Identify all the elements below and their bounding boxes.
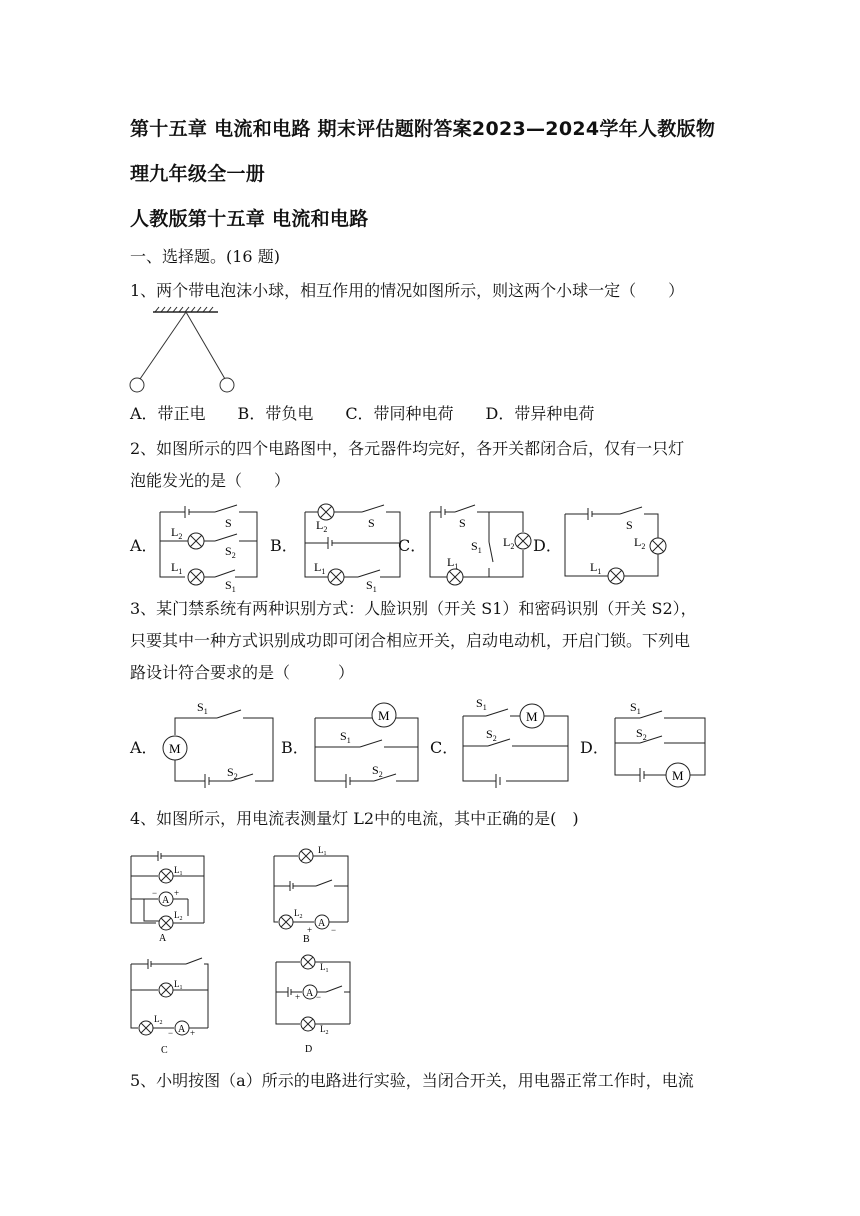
svg-text:+: + — [174, 888, 180, 898]
q3-stem-2: 只要其中一种方式识别成功即可闭合相应开关，启动电动机，开启门锁。下列电 — [130, 631, 691, 650]
svg-text:A: A — [162, 895, 170, 906]
q2-stem-1: 2、如图所示的四个电路图中，各元器件均完好，各开关都闭合后，仅有一只灯 — [130, 439, 685, 458]
svg-text:L2: $L_2$ — [634, 535, 646, 551]
q3-circuit-c — [458, 694, 583, 790]
q3-label-b: B． — [281, 738, 309, 757]
section-heading: 一、选择题。(16 题) — [130, 247, 280, 266]
svg-text:L1: $L_1$ — [174, 865, 183, 877]
q3-circuit-b — [310, 698, 435, 790]
q3-circuit-d — [610, 698, 715, 788]
svg-text:L1: $L_1$ — [590, 560, 602, 576]
svg-text:L2: $L_2$ — [503, 535, 515, 551]
title-line-1: 第十五章 电流和电路 期末评估题附答案2023—2024学年人教版物 — [130, 118, 716, 140]
q2-label-d: D． — [533, 536, 562, 555]
svg-text:M: M — [526, 709, 538, 724]
svg-text:−: − — [168, 1028, 174, 1038]
svg-text:+: + — [295, 992, 301, 1002]
title-line-2: 理九年级全一册 — [130, 163, 266, 185]
label-s: S — [225, 516, 232, 530]
svg-text:S: S — [626, 518, 633, 532]
q2-circuit-d — [560, 500, 670, 590]
ball-right — [220, 378, 234, 392]
svg-text:−: − — [316, 992, 322, 1002]
svg-text:L2: $L_2$ — [174, 910, 183, 922]
svg-text:S2: $S_2$ — [486, 727, 497, 743]
svg-text:L2: $L_2$ — [171, 525, 183, 541]
q1-pith-balls-figure — [128, 306, 238, 396]
svg-text:S: S — [368, 516, 375, 530]
svg-text:L1: $L_1$ — [174, 979, 183, 991]
svg-text:L1: $L_1$ — [314, 560, 326, 576]
svg-text:B: B — [303, 934, 310, 945]
svg-text:S1: $S_1$ — [471, 539, 482, 555]
svg-text:A: A — [178, 1024, 186, 1035]
svg-text:S1: $S_1$ — [630, 700, 641, 716]
svg-text:A: A — [159, 933, 167, 944]
svg-text:D: D — [305, 1044, 313, 1055]
svg-text:S2: $S_2$ — [636, 726, 647, 742]
q2-label-b: B． — [270, 536, 298, 555]
q2-label-c: C． — [398, 536, 427, 555]
svg-text:S1: $S_1$ — [340, 729, 351, 745]
svg-text:S: S — [459, 516, 466, 530]
svg-text:L2: $L_2$ — [154, 1014, 163, 1026]
svg-text:M: M — [169, 741, 181, 756]
q3-stem-1: 3、某门禁系统有两种识别方式：人脸识别（开关 S1）和密码识别（开关 S2）， — [130, 599, 697, 618]
svg-text:L2: $L_2$ — [316, 518, 328, 534]
subtitle: 人教版第十五章 电流和电路 — [130, 208, 369, 230]
q3-stem-3: 路设计符合要求的是（ ） — [130, 663, 355, 682]
svg-text:C: C — [161, 1045, 168, 1056]
q1-stem: 1、两个带电泡沫小球，相互作用的情况如图所示，则这两个小球一定（ ） — [130, 281, 685, 300]
q4-circuit-d — [270, 948, 360, 1056]
q1-options: A．带正电 B．带负电 C．带同种电荷 D．带异种电荷 — [130, 404, 595, 423]
svg-text:S1: $S_1$ — [197, 700, 208, 716]
svg-text:+: + — [307, 925, 313, 935]
q3-label-d: D． — [580, 738, 609, 757]
svg-text:S1: $S_1$ — [476, 696, 487, 712]
q4-circuit-b — [268, 842, 358, 944]
svg-text:S2: $S_2$ — [227, 765, 238, 781]
q4-circuit-a — [126, 846, 211, 944]
svg-text:L2: $L_2$ — [294, 908, 303, 920]
q4-stem: 4、如图所示，用电流表测量灯 L2中的电流，其中正确的是( ) — [130, 809, 579, 828]
q3-label-c: C． — [430, 738, 459, 757]
svg-text:S2: $S_2$ — [372, 763, 383, 779]
q3-circuit-a — [155, 698, 280, 790]
svg-text:L1: $L_1$ — [320, 962, 329, 974]
q3-label-a: A． — [130, 738, 158, 757]
svg-text:M: M — [672, 768, 684, 783]
svg-text:A: A — [318, 918, 326, 929]
svg-text:−: − — [331, 925, 337, 935]
q2-circuit-a — [155, 500, 265, 594]
svg-text:−: − — [152, 888, 158, 898]
svg-text:S2: $S_2$ — [225, 544, 236, 560]
svg-text:A: A — [306, 988, 314, 999]
q4-circuit-c — [126, 954, 216, 1058]
svg-text:L2: $L_2$ — [320, 1024, 329, 1036]
q2-circuit-b — [300, 500, 410, 594]
q2-circuit-c — [425, 500, 535, 590]
svg-text:S1: $S_1$ — [225, 578, 236, 594]
svg-text:L1: $L_1$ — [171, 560, 183, 576]
svg-text:+: + — [190, 1028, 196, 1038]
svg-text:S1: $S_1$ — [366, 578, 377, 594]
ball-left — [130, 378, 144, 392]
svg-text:M: M — [378, 708, 390, 723]
q2-stem-2: 泡能发光的是（ ） — [130, 471, 291, 490]
svg-text:L1: $L_1$ — [447, 555, 459, 571]
q2-label-a: A． — [130, 536, 158, 555]
q5-stem: 5、小明按图（a）所示的电路进行实验，当闭合开关，用电器正常工作时，电流 — [130, 1071, 694, 1090]
svg-text:L1: $L_1$ — [318, 845, 327, 857]
